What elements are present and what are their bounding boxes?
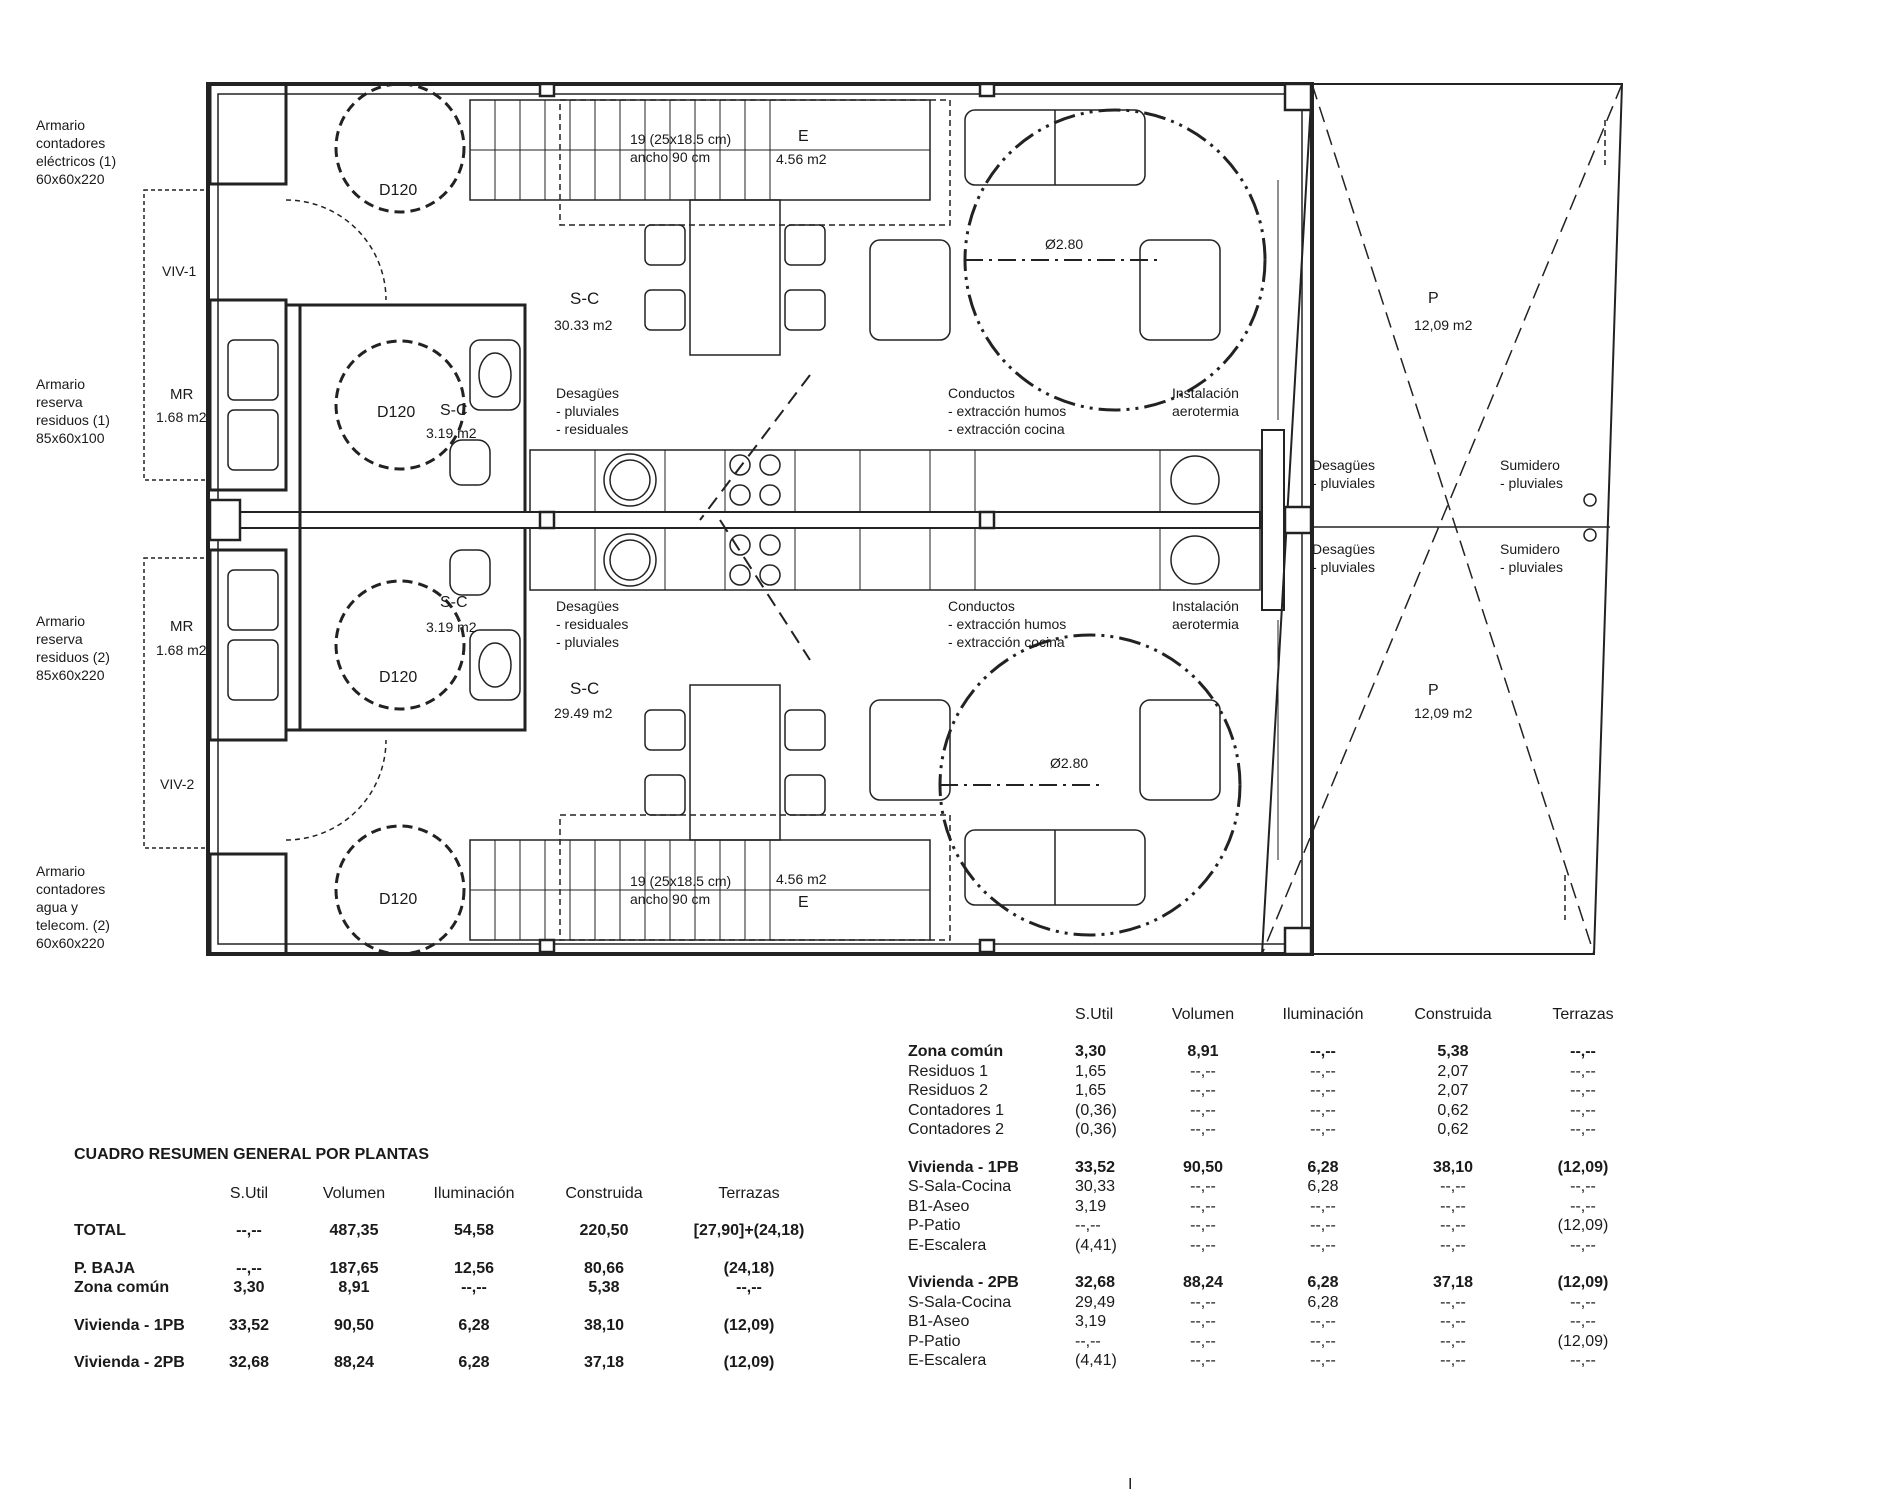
table-row — [908, 1043, 1643, 1063]
table-cell: --,-- — [1190, 1121, 1216, 1139]
row-label: E-Escalera — [908, 1352, 987, 1370]
label-salon-1: S-C — [570, 289, 600, 308]
row-gap — [908, 1025, 1643, 1043]
row-label: Vivienda - 1PB — [908, 1158, 1019, 1176]
table-cell: [27,90]+(24,18) — [693, 1222, 805, 1240]
footer-mark: I — [1128, 1476, 1133, 1493]
label-sc-bath-2: S-C — [440, 594, 468, 611]
label-mr-area-1: 1.68 m2 — [156, 409, 207, 425]
table-cell: --,-- — [1440, 1217, 1466, 1235]
table-cell: 5,38 — [1437, 1043, 1469, 1061]
table-cell: --,-- — [1190, 1332, 1216, 1350]
label-diameter-1: Ø2.80 — [1045, 236, 1084, 252]
table-cell: --,-- — [1570, 1101, 1596, 1119]
table-cell: (12,09) — [723, 1316, 775, 1334]
label-mr-area-2: 1.68 m2 — [156, 642, 207, 658]
table-cell: --,-- — [1190, 1178, 1216, 1196]
label-desagues-patio-1: Desagües - pluviales — [1312, 457, 1376, 491]
table-cell: 5,38 — [588, 1279, 620, 1297]
table-row — [908, 1178, 1643, 1198]
label-salon-area-2: 29.49 m2 — [554, 705, 613, 721]
label-stair-width-2: ancho 90 cm — [630, 891, 711, 907]
table-header-row — [74, 1184, 824, 1204]
table-row — [908, 1158, 1643, 1178]
table-cell: --,-- — [1440, 1197, 1466, 1215]
row-label: Vivienda - 2PB — [74, 1354, 185, 1372]
label-patio-2: P — [1428, 682, 1439, 699]
label-mr-1: MR — [170, 386, 194, 403]
row-label: Zona común — [908, 1043, 1004, 1061]
label-aerotermia-1: Instalación aerotermia — [1172, 385, 1239, 419]
summary-table-left — [74, 1184, 824, 1373]
label-d120-3: D120 — [379, 669, 418, 686]
label-d120-2: D120 — [377, 404, 416, 421]
table-cell: --,-- — [1440, 1236, 1466, 1254]
column-header: S.Util — [229, 1184, 269, 1202]
column-header: Terrazas — [1552, 1005, 1614, 1023]
table-cell: 6,28 — [458, 1316, 490, 1334]
table-cell: 3,19 — [1075, 1197, 1107, 1215]
table-cell: --,-- — [1310, 1121, 1336, 1139]
table-cell: (4,41) — [1075, 1352, 1117, 1370]
table-row — [908, 1313, 1643, 1333]
row-gap — [908, 1256, 1643, 1274]
table-cell: 6,28 — [1307, 1158, 1339, 1176]
column-header: S.Util — [1075, 1005, 1114, 1023]
label-e-area-2: 4.56 m2 — [776, 871, 827, 887]
table-cell: 3,19 — [1075, 1313, 1107, 1331]
row-label: P-Patio — [908, 1332, 961, 1350]
table-cell: (12,09) — [1557, 1332, 1609, 1350]
table-cell: 54,58 — [453, 1222, 495, 1240]
row-label: E-Escalera — [908, 1236, 987, 1254]
table-cell: 33,52 — [1075, 1158, 1116, 1176]
label-sumidero-1: Sumidero - pluviales — [1500, 457, 1564, 491]
row-label: Contadores 1 — [908, 1101, 1005, 1119]
table-cell: (12,09) — [1557, 1158, 1609, 1176]
table-cell: --,-- — [1310, 1043, 1336, 1061]
summary-title: CUADRO RESUMEN GENERAL POR PLANTAS — [74, 1146, 429, 1163]
column-header: Iluminación — [433, 1184, 515, 1202]
table-cell: --,-- — [1310, 1313, 1336, 1331]
summary-table-right — [908, 1005, 1643, 1371]
column-header: Volumen — [322, 1184, 386, 1202]
table-cell: --,-- — [1570, 1178, 1596, 1196]
table-cell: --,-- — [1190, 1197, 1216, 1215]
label-d120-1: D120 — [379, 182, 418, 199]
column-header: Terrazas — [718, 1184, 780, 1202]
label-patio-1: P — [1428, 290, 1439, 307]
table-row — [908, 1121, 1643, 1141]
table-row — [908, 1274, 1643, 1294]
table-cell: 3,30 — [233, 1279, 265, 1297]
row-gap — [74, 1336, 824, 1354]
column-header: Volumen — [1171, 1005, 1235, 1023]
table-cell: --,-- — [1310, 1197, 1336, 1215]
table-cell: (12,09) — [723, 1354, 775, 1372]
row-gap — [74, 1298, 824, 1316]
table-cell: 6,28 — [1307, 1274, 1339, 1292]
row-label: TOTAL — [74, 1222, 126, 1240]
label-armario-contadores-2: Armario contadores agua y telecom. (2) 60x60x220 — [36, 863, 110, 951]
label-e-1: E — [798, 128, 809, 145]
table-cell: --,-- — [1440, 1178, 1466, 1196]
table-cell: 37,18 — [1432, 1274, 1474, 1292]
label-mr-2: MR — [170, 618, 194, 635]
row-label: B1-Aseo — [908, 1313, 970, 1331]
row-label: B1-Aseo — [908, 1197, 970, 1215]
table-cell: 187,65 — [329, 1259, 379, 1277]
label-desagues-2: Desagües - residuales - pluviales — [556, 598, 629, 650]
table-cell: --,-- — [1440, 1332, 1466, 1350]
table-cell: --,-- — [1570, 1121, 1596, 1139]
row-label: P. BAJA — [74, 1259, 136, 1277]
table-cell: --,-- — [1310, 1352, 1336, 1370]
table-row — [908, 1293, 1643, 1313]
table-cell: 30,33 — [1075, 1178, 1116, 1196]
label-desagues-1: Desagües - pluviales - residuales — [556, 385, 629, 437]
table-row — [908, 1197, 1643, 1217]
table-cell: 38,10 — [1432, 1158, 1474, 1176]
row-label: S-Sala-Cocina — [908, 1178, 1012, 1196]
table-cell: --,-- — [236, 1259, 262, 1277]
label-conductos-1: Conductos - extracción humos - extracción cocina — [948, 385, 1067, 437]
table-cell: 32,68 — [1075, 1274, 1116, 1292]
table-cell: 37,18 — [583, 1354, 625, 1372]
row-label: Vivienda - 1PB — [74, 1316, 185, 1334]
table-cell: --,-- — [236, 1222, 262, 1240]
turning-circle — [336, 826, 464, 954]
table-cell: 8,91 — [338, 1279, 370, 1297]
label-e-2: E — [798, 894, 809, 911]
table-cell: 1,65 — [1075, 1082, 1107, 1100]
label-conductos-2: Conductos - extracción humos - extracción cocina — [948, 598, 1067, 650]
table-row — [908, 1332, 1643, 1352]
label-stair-width-1: ancho 90 cm — [630, 149, 711, 165]
table-cell: 2,07 — [1437, 1082, 1469, 1100]
table-cell: --,-- — [1190, 1293, 1216, 1311]
row-label: Contadores 2 — [908, 1121, 1005, 1139]
table-cell: --,-- — [1310, 1332, 1336, 1350]
table-cell: (12,09) — [1557, 1274, 1609, 1292]
table-cell: --,-- — [1190, 1217, 1216, 1235]
table-cell: --,-- — [1310, 1062, 1336, 1080]
table-cell: --,-- — [1190, 1101, 1216, 1119]
party-wall — [240, 512, 1260, 528]
table-cell: --,-- — [1310, 1082, 1336, 1100]
table-cell: --,-- — [1310, 1101, 1336, 1119]
table-row — [74, 1259, 824, 1279]
table-cell: 88,24 — [1182, 1274, 1224, 1292]
row-label: Residuos 1 — [908, 1062, 989, 1080]
table-header-row — [908, 1005, 1643, 1025]
table-cell: 2,07 — [1437, 1062, 1469, 1080]
column-header: Construida — [565, 1184, 643, 1202]
label-patio-area-2: 12,09 m2 — [1414, 705, 1473, 721]
table-cell: (24,18) — [723, 1259, 775, 1277]
row-label: Vivienda - 2PB — [908, 1274, 1019, 1292]
outer-wall — [208, 84, 1312, 954]
table-row — [908, 1217, 1643, 1237]
label-salon-2: S-C — [570, 679, 600, 698]
table-row — [908, 1062, 1643, 1082]
table-cell: --,-- — [1440, 1293, 1466, 1311]
table-cell: --,-- — [1570, 1043, 1596, 1061]
label-salon-area-1: 30.33 m2 — [554, 317, 613, 333]
table-cell: --,-- — [1570, 1313, 1596, 1331]
label-stair-2: 19 (25x18.5 cm) — [630, 873, 732, 889]
row-gap — [74, 1241, 824, 1259]
label-patio-area-1: 12,09 m2 — [1414, 317, 1473, 333]
label-d120-4: D120 — [379, 891, 418, 908]
label-viv2: VIV-2 — [160, 776, 195, 792]
table-cell: --,-- — [1190, 1062, 1216, 1080]
table-cell: 1,65 — [1075, 1062, 1107, 1080]
label-sumidero-2: Sumidero - pluviales — [1500, 541, 1564, 575]
table-cell: --,-- — [1075, 1332, 1101, 1350]
table-cell: 88,24 — [333, 1354, 375, 1372]
row-label: S-Sala-Cocina — [908, 1293, 1012, 1311]
label-viv1: VIV-1 — [162, 263, 197, 279]
column-header: Construida — [1414, 1005, 1492, 1023]
table-cell: --,-- — [1570, 1197, 1596, 1215]
table-row — [908, 1352, 1643, 1372]
table-cell: (12,09) — [1557, 1217, 1609, 1235]
table-cell: --,-- — [1440, 1352, 1466, 1370]
table-cell: --,-- — [1570, 1062, 1596, 1080]
label-armario-reserva-1: Armario reserva residuos (1) 85x60x100 — [36, 376, 110, 446]
table-cell: 6,28 — [1307, 1293, 1339, 1311]
table-cell: 80,66 — [583, 1259, 625, 1277]
table-row — [908, 1082, 1643, 1102]
row-gap — [908, 1140, 1643, 1158]
table-cell: 90,50 — [333, 1316, 375, 1334]
table-cell: 90,50 — [1182, 1158, 1224, 1176]
table-cell: 220,50 — [579, 1222, 629, 1240]
row-label: Residuos 2 — [908, 1082, 989, 1100]
row-label: P-Patio — [908, 1217, 961, 1235]
table-cell: 3,30 — [1075, 1043, 1107, 1061]
table-cell: 0,62 — [1437, 1101, 1469, 1119]
table-cell: 29,49 — [1075, 1293, 1116, 1311]
label-sc-bath-1: S-C — [440, 402, 468, 419]
row-gap — [74, 1204, 824, 1222]
table-cell: --,-- — [1190, 1313, 1216, 1331]
table-cell: (4,41) — [1075, 1236, 1117, 1254]
table-cell: 487,35 — [329, 1222, 379, 1240]
table-cell: --,-- — [1190, 1082, 1216, 1100]
table-cell: 6,28 — [1307, 1178, 1339, 1196]
table-cell: --,-- — [1570, 1352, 1596, 1370]
table-cell: --,-- — [461, 1279, 487, 1297]
table-cell: --,-- — [1570, 1293, 1596, 1311]
label-stair-1: 19 (25x18.5 cm) — [630, 131, 732, 147]
label-armario-contadores-1: Armario contadores eléctricos (1) 60x60x220 — [36, 117, 117, 187]
table-row — [908, 1101, 1643, 1121]
table-cell: --,-- — [1570, 1236, 1596, 1254]
label-diameter-2: Ø2.80 — [1050, 755, 1089, 771]
table-cell: --,-- — [1075, 1217, 1101, 1235]
table-cell: --,-- — [1440, 1313, 1466, 1331]
table-cell: 8,91 — [1187, 1043, 1219, 1061]
label-desagues-patio-2: Desagües - pluviales — [1312, 541, 1376, 575]
table-cell: 38,10 — [583, 1316, 625, 1334]
label-armario-reserva-2: Armario reserva residuos (2) 85x60x220 — [36, 613, 110, 683]
column-header: Iluminación — [1282, 1005, 1364, 1023]
table-row — [74, 1354, 824, 1374]
table-row — [74, 1222, 824, 1242]
table-cell: --,-- — [1310, 1236, 1336, 1254]
table-cell: 33,52 — [228, 1316, 270, 1334]
row-label: Zona común — [74, 1279, 170, 1297]
label-e-area-1: 4.56 m2 — [776, 151, 827, 167]
table-cell: --,-- — [1570, 1082, 1596, 1100]
table-cell: 6,28 — [458, 1354, 490, 1372]
label-aerotermia-2: Instalación aerotermia — [1172, 598, 1239, 632]
table-row — [908, 1236, 1643, 1256]
table-row — [74, 1316, 824, 1336]
label-sc-bath-area-1: 3.19 m2 — [426, 425, 477, 441]
table-cell: --,-- — [736, 1279, 762, 1297]
table-cell: 0,62 — [1437, 1121, 1469, 1139]
table-cell: 32,68 — [228, 1354, 270, 1372]
table-row — [74, 1279, 824, 1299]
label-sc-bath-area-2: 3.19 m2 — [426, 619, 477, 635]
table-cell: 12,56 — [453, 1259, 495, 1277]
table-cell: --,-- — [1190, 1352, 1216, 1370]
table-cell: (0,36) — [1075, 1121, 1117, 1139]
table-cell: (0,36) — [1075, 1101, 1117, 1119]
table-cell: --,-- — [1310, 1217, 1336, 1235]
table-cell: --,-- — [1190, 1236, 1216, 1254]
